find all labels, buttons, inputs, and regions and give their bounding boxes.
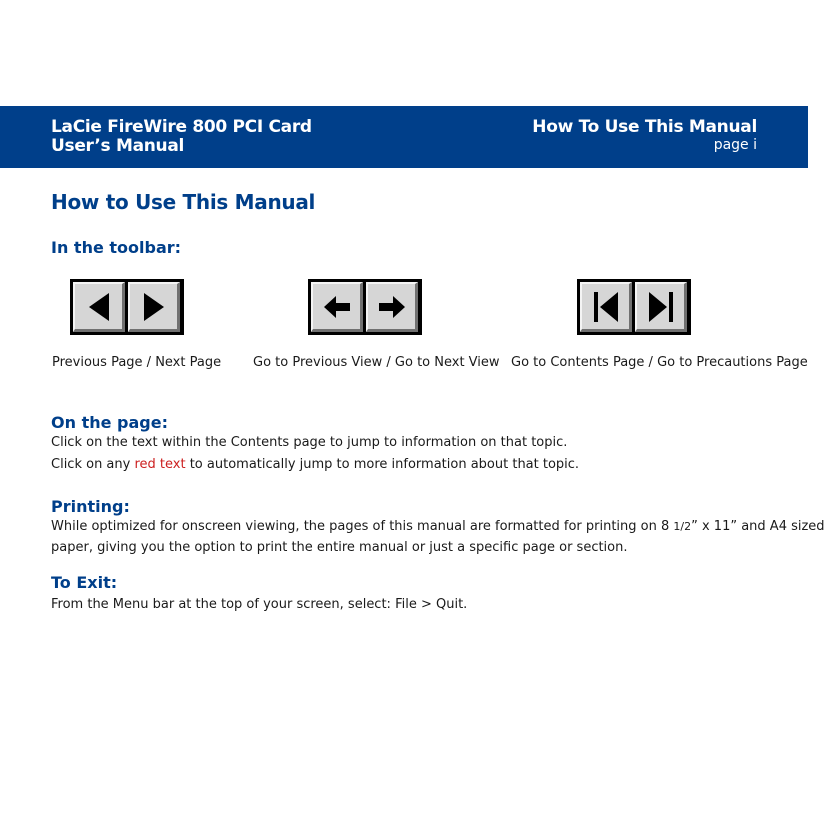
section-title: How To Use This Manual — [532, 117, 757, 137]
on-page-line-2-start: Click on any — [51, 457, 135, 472]
jump-nav-caption: Go to Contents Page / Go to Precautions Page — [511, 355, 808, 370]
header-left — [51, 118, 312, 156]
printing-line-1-end: ” x 11” and A4 sized — [691, 519, 825, 534]
contents-page-button[interactable] — [580, 282, 632, 332]
printing-line-1-start: While optimized for onscreen viewing, the pages of this manual are formatted for printing on 8 — [51, 519, 674, 534]
on-page-heading: On the page: — [51, 413, 168, 432]
previous-page-button[interactable] — [73, 282, 125, 332]
next-view-button[interactable] — [366, 282, 418, 332]
page-number: page i — [713, 137, 757, 153]
next-page-button[interactable] — [128, 282, 180, 332]
printing-fraction: 1/2 — [673, 520, 692, 533]
product-title: LaCie FireWire 800 PCI Card — [51, 117, 312, 137]
page-nav-button-group — [70, 279, 184, 335]
exit-line-1: From the Menu bar at the top of your screen, select: File > Quit. — [51, 597, 468, 612]
page-title: How to Use This Manual — [51, 190, 316, 214]
header-right — [532, 118, 757, 154]
red-text-link[interactable]: red text — [134, 457, 186, 472]
arrow-left-icon — [323, 295, 351, 319]
arrow-right-icon — [378, 295, 406, 319]
view-nav-caption: Go to Previous View / Go to Next View — [253, 355, 500, 370]
triangle-right-icon — [142, 292, 166, 322]
jump-nav-button-group — [577, 279, 691, 335]
first-page-icon — [592, 291, 620, 323]
manual-title: User’s Manual — [51, 136, 185, 156]
printing-heading: Printing: — [51, 497, 130, 516]
on-page-line-2 — [51, 454, 579, 476]
printing-line-1 — [51, 516, 825, 538]
on-page-line-1: Click on the text within the Contents page to jump to information on that topic. — [51, 435, 568, 450]
header-banner — [0, 106, 808, 168]
view-nav-button-group — [308, 279, 422, 335]
triangle-left-icon — [87, 292, 111, 322]
last-page-icon — [647, 291, 675, 323]
toolbar-heading: In the toolbar: — [51, 238, 182, 257]
on-page-line-2-end: to automatically jump to more information about that topic. — [185, 457, 580, 472]
printing-line-2: paper, giving you the option to print the entire manual or just a specific page or section. — [51, 540, 628, 555]
precautions-page-button[interactable] — [635, 282, 687, 332]
page-nav-caption: Previous Page / Next Page — [52, 355, 222, 370]
previous-view-button[interactable] — [311, 282, 363, 332]
exit-heading: To Exit: — [51, 573, 118, 592]
